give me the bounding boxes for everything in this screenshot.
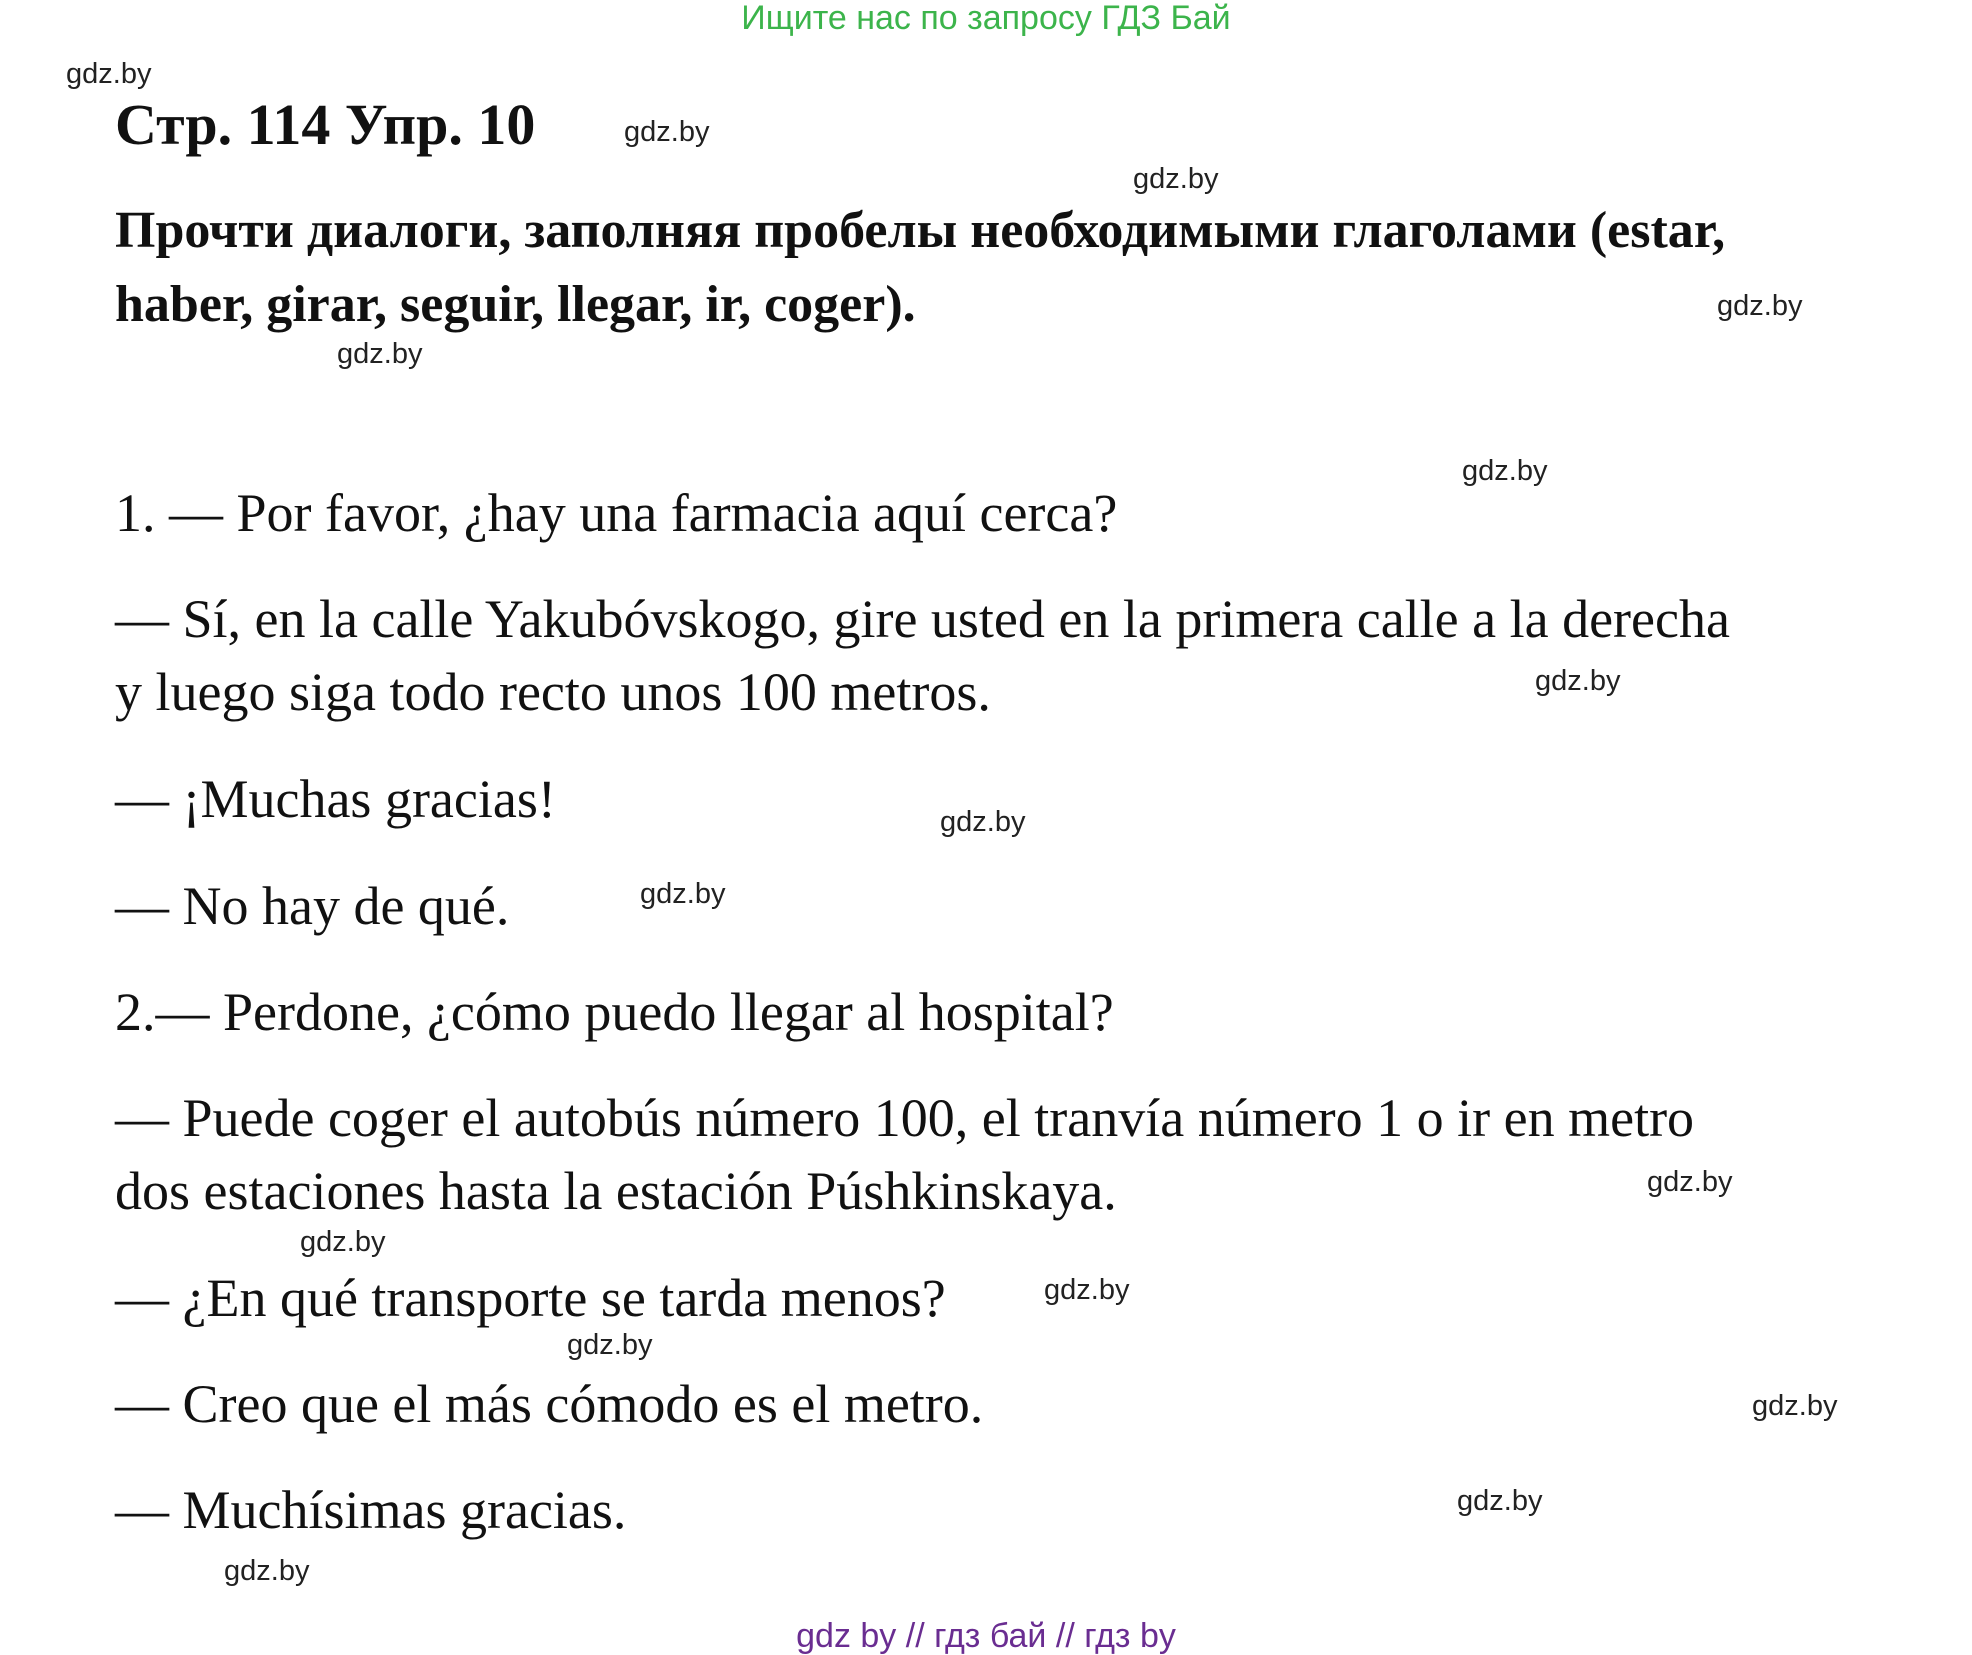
watermark: gdz.by <box>224 1555 310 1587</box>
watermark: gdz.by <box>66 58 152 90</box>
watermark: gdz.by <box>1647 1166 1733 1198</box>
watermark: gdz.by <box>1457 1485 1543 1517</box>
watermark: gdz.by <box>940 806 1026 838</box>
watermark: gdz.by <box>1462 455 1548 487</box>
watermark: gdz.by <box>1535 665 1621 697</box>
footer-links: gdz by // гдз бай // гдз by <box>796 1617 1176 1655</box>
dialogue-2-line-2: — Puede coger el autobús número 100, el tranvía número 1 o ir en metro <box>115 1088 1695 1148</box>
watermark: gdz.by <box>1717 290 1803 322</box>
dialogue-2-line-1: 2.— Perdone, ¿cómo puedo llegar al hospital? <box>115 982 1114 1042</box>
page-title: Стр. 114 Упр. 10 <box>115 92 536 157</box>
watermark: gdz.by <box>567 1329 653 1361</box>
dialogue-1-line-3: y luego siga todo recto unos 100 metros. <box>115 662 991 722</box>
watermark: gdz.by <box>640 878 726 910</box>
dialogue-2-line-5: — Creo que el más cómodo es el metro. <box>115 1374 984 1434</box>
watermark: gdz.by <box>337 338 423 370</box>
dialogue-1-line-5: — No hay de qué. <box>115 876 510 936</box>
dialogue-1-line-2: — Sí, en la calle Yakubóvskogo, gire usted en la primera calle a la derecha <box>115 589 1730 649</box>
watermark: gdz.by <box>624 116 710 148</box>
dialogue-2-line-3: dos estaciones hasta la estación Púshkinskaya. <box>115 1161 1117 1221</box>
watermark: gdz.by <box>300 1226 386 1258</box>
dialogue-1-line-4: — ¡Muchas gracias! <box>115 769 556 829</box>
dialogue-1-line-1: 1. — Por favor, ¿hay una farmacia aquí cerca? <box>115 483 1118 543</box>
search-banner: Ищите нас по запросу ГДЗ Бай <box>741 0 1231 37</box>
watermark: gdz.by <box>1044 1274 1130 1306</box>
watermark: gdz.by <box>1752 1390 1838 1422</box>
watermark: gdz.by <box>1133 163 1219 195</box>
dialogue-2-line-4: — ¿En qué transporte se tarda menos? <box>115 1268 946 1328</box>
dialogue-2-line-6: — Muchísimas gracias. <box>115 1480 627 1540</box>
task-instruction: Прочти диалоги, заполняя пробелы необходимыми глаголами (estar, haber, girar, seguir, llegar, ir, coger). <box>115 202 1726 333</box>
